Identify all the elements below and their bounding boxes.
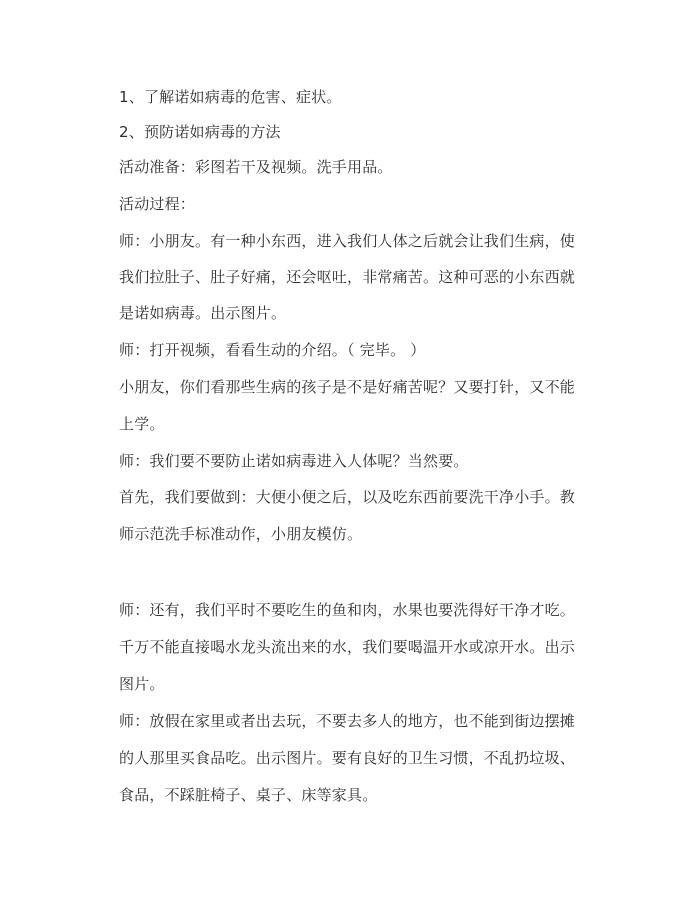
paragraph-line: 上学。 [119,415,165,433]
activity-process-heading: 活动过程： [119,195,196,213]
paragraph-line: 的人那里买食品吃。出示图片。要有良好的卫生习惯，不乱扔垃圾、 [119,749,576,767]
activity-preparation: 活动准备：彩图若干及视频。洗手用品。 [119,158,393,176]
paragraph-line: 师：放假在家里或者出去玩，不要去多人的地方，也不能到街边摆摊 [119,712,576,730]
paragraph-line: 是诺如病毒。出示图片。 [119,304,287,322]
paragraph-line: 图片。 [119,675,165,693]
paragraph-line: 我们拉肚子、肚子好痛，还会呕吐，非常痛苦。这种可恶的小东西就 [119,268,576,286]
paragraph-line: 首先，我们要做到：大便小便之后，以及吃东西前要洗干净小手。教 [119,488,576,506]
paragraph-line: 千万不能直接喝水龙头流出来的水，我们要喝温开水或凉开水。出示 [119,638,576,656]
objective-2: 2、预防诺如病毒的方法 [119,123,281,141]
paragraph-line: 师：小朋友。有一种小东西，进入我们人体之后就会让我们生病，使 [119,232,576,250]
paragraph-line: 师：我们要不要防止诺如病毒进入人体呢？当然要。 [119,452,469,470]
paragraph-line: 师：还有，我们平时不要吃生的鱼和肉，水果也要洗得好干净才吃。 [119,601,576,619]
paragraph-line: 师示范洗手标准动作，小朋友模仿。 [119,525,363,543]
paragraph-line: 师：打开视频，看看生动的介绍。（ 完毕。 ） [119,341,426,359]
paragraph-line: 食品，不踩脏椅子、桌子、床等家具。 [119,786,378,804]
paragraph-line: 小朋友，你们看那些生病的孩子是不是好痛苦呢？又要打针，又不能 [119,378,576,396]
objective-1: 1、了解诺如病毒的危害、症状。 [119,88,342,106]
